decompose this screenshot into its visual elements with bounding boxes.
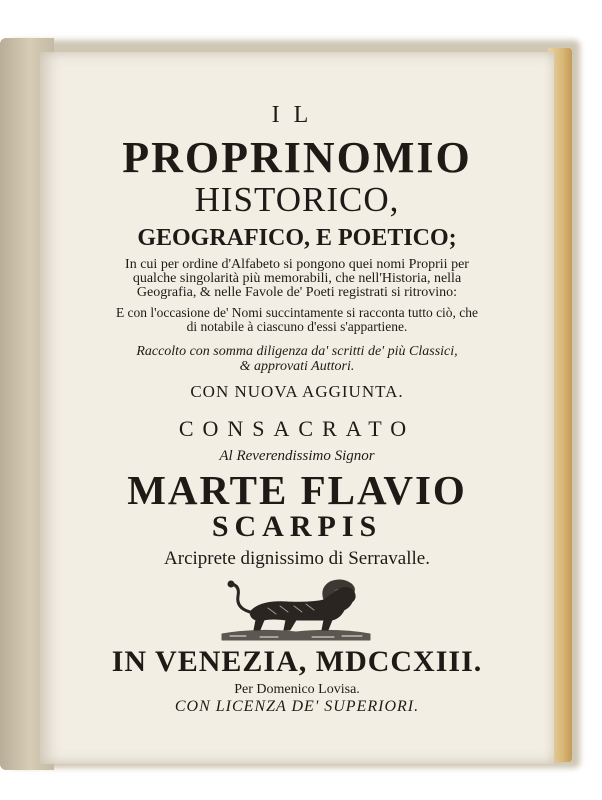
raccolto-line-2: & approvati Auttori. <box>239 359 355 374</box>
main-title: PROPRINOMIO <box>122 133 472 182</box>
licence-line: CON LICENZA DE' SUPERIORI. <box>174 698 420 715</box>
raccolto-line-1: Raccolto con somma diligenza da' scritti de' più Classici, <box>136 344 458 359</box>
dedication-prefix: Al Reverendissimo Signor <box>219 448 375 464</box>
description-line-5: di notabile à ciascuno d'essi s'appartiene. <box>186 319 408 334</box>
consacrato-heading: CONSACRATO <box>178 416 416 441</box>
lion-device-icon <box>216 574 376 642</box>
subtitle-historico: HISTORICO, <box>194 180 400 219</box>
dedicatee-title: Arciprete dignissimo di Serravalle. <box>164 548 430 569</box>
imprint-place: IN VENEZIA, MDCCXIII. <box>111 645 483 678</box>
title-page <box>40 52 554 764</box>
dedicatee-name: MARTE FLAVIO <box>127 467 467 513</box>
description-line-2: qualche singolarità più memorabili, che nell'Historia, nella <box>132 271 462 286</box>
description-line-4: E con l'occasione de' Nomi succintamente si racconta tutto ciò, che <box>115 305 479 320</box>
dedicatee-surname: SCARPIS <box>211 510 383 543</box>
title-prefix: IL <box>271 102 323 128</box>
description-line-1: In cui per ordine d'Alfabeto si pongono quei nomi Proprii per <box>125 257 469 272</box>
description-line-3: Geografia, & nelle Favole de' Poeti registrati si ritrovino: <box>136 285 458 300</box>
nuova-aggiunta: CON NUOVA AGGIUNTA. <box>190 382 404 401</box>
printer-name: Per Domenico Lovisa. <box>234 682 360 697</box>
subtitle-geografico: GEOGRAFICO, E POETICO; <box>137 225 457 251</box>
